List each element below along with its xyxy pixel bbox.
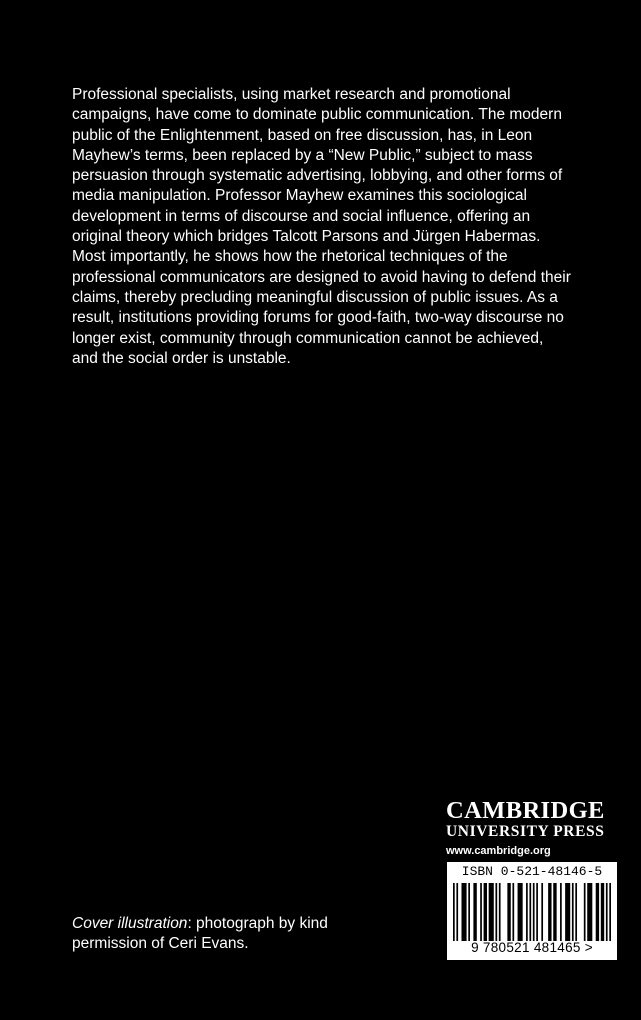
isbn-barcode: [447, 862, 617, 960]
barcode-bar: [518, 883, 523, 941]
barcode-bar: [456, 883, 458, 941]
barcode-bar: [548, 883, 551, 941]
blurb-line: development in terms of discourse and social influence, offering an: [72, 207, 531, 225]
publisher-name: CAMBRIDGE: [446, 797, 605, 824]
credit-label: Cover illustration: [72, 915, 188, 932]
barcode-bar: [499, 883, 501, 941]
barcode-bar: [468, 883, 470, 941]
blurb-line: claims, thereby precluding meaningful discussion of public issues. As a: [72, 288, 558, 306]
barcode-bar: [560, 883, 562, 941]
barcode-bar: [584, 883, 586, 941]
ean-digits: 9 780521 481465 >: [471, 940, 593, 955]
blurb-line: persuasion through systematic advertising, lobbying, and other forms of: [72, 167, 563, 185]
barcode-bar: [606, 883, 608, 941]
barcode-bar: [572, 883, 574, 941]
barcode-bar: [553, 883, 556, 941]
blurb-line: professional communicators are designed to avoid having to defend their: [72, 268, 571, 286]
blurb-line: result, institutions providing forums for good-faith, two-way discourse no: [72, 309, 564, 327]
barcode-bar: [495, 883, 497, 941]
blurb-line: public of the Enlightenment, based on free discussion, has, in Leon: [72, 126, 533, 144]
barcode-bar: [575, 883, 577, 941]
barcode-bar: [526, 883, 528, 941]
barcode-bar: [601, 883, 604, 941]
publisher-url: www.cambridge.org: [446, 845, 551, 857]
barcode-bar: [541, 883, 543, 941]
blurb-line: Professional specialists, using market research and promotional: [72, 86, 511, 103]
isbn-number: ISBN 0-521-48146-5: [461, 864, 603, 879]
blurb-line: media manipulation. Professor Mayhew examines this sociological: [72, 187, 527, 205]
barcode-bar: [473, 883, 476, 941]
blurb-line: Mayhew’s terms, been replaced by a “New Public,” subject to mass: [72, 146, 533, 164]
barcode-bar: [512, 883, 514, 941]
barcode-bar: [480, 883, 482, 941]
barcode-bar: [484, 883, 487, 941]
barcode-bar: [489, 883, 494, 941]
blurb-line: longer exist, community through communication cannot be achieved,: [72, 329, 544, 347]
barcode-bar: [461, 883, 466, 941]
publisher-imprint: [446, 798, 618, 858]
blurb-line: Most importantly, he shows how the rhetorical techniques of the: [72, 248, 508, 266]
cover-illustration-credit: [72, 914, 402, 954]
barcode-bar: [536, 883, 538, 941]
blurb-line: campaigns, have come to dominate public communication. The modern: [72, 106, 562, 124]
barcode-bar: [596, 883, 599, 941]
barcode-bar: [507, 883, 510, 941]
barcode-bar: [453, 883, 455, 941]
barcode-bar: [529, 883, 531, 941]
credit-line-2: permission of Ceri Evans.: [72, 935, 249, 952]
barcode-bar: [609, 883, 611, 941]
barcode-bar: [533, 883, 535, 941]
back-cover-blurb: [72, 85, 572, 369]
blurb-line: original theory which bridges Talcott Parsons and Jürgen Habermas.: [72, 228, 541, 246]
publisher-subtitle: UNIVERSITY PRESS: [446, 823, 605, 840]
credit-line-1: [72, 914, 402, 934]
blurb-line: and the social order is unstable.: [72, 349, 291, 367]
barcode-bars: [453, 883, 611, 941]
credit-line-1-text: : photograph by kind: [187, 915, 328, 932]
barcode-bar: [587, 883, 592, 941]
barcode-bar: [565, 883, 570, 941]
